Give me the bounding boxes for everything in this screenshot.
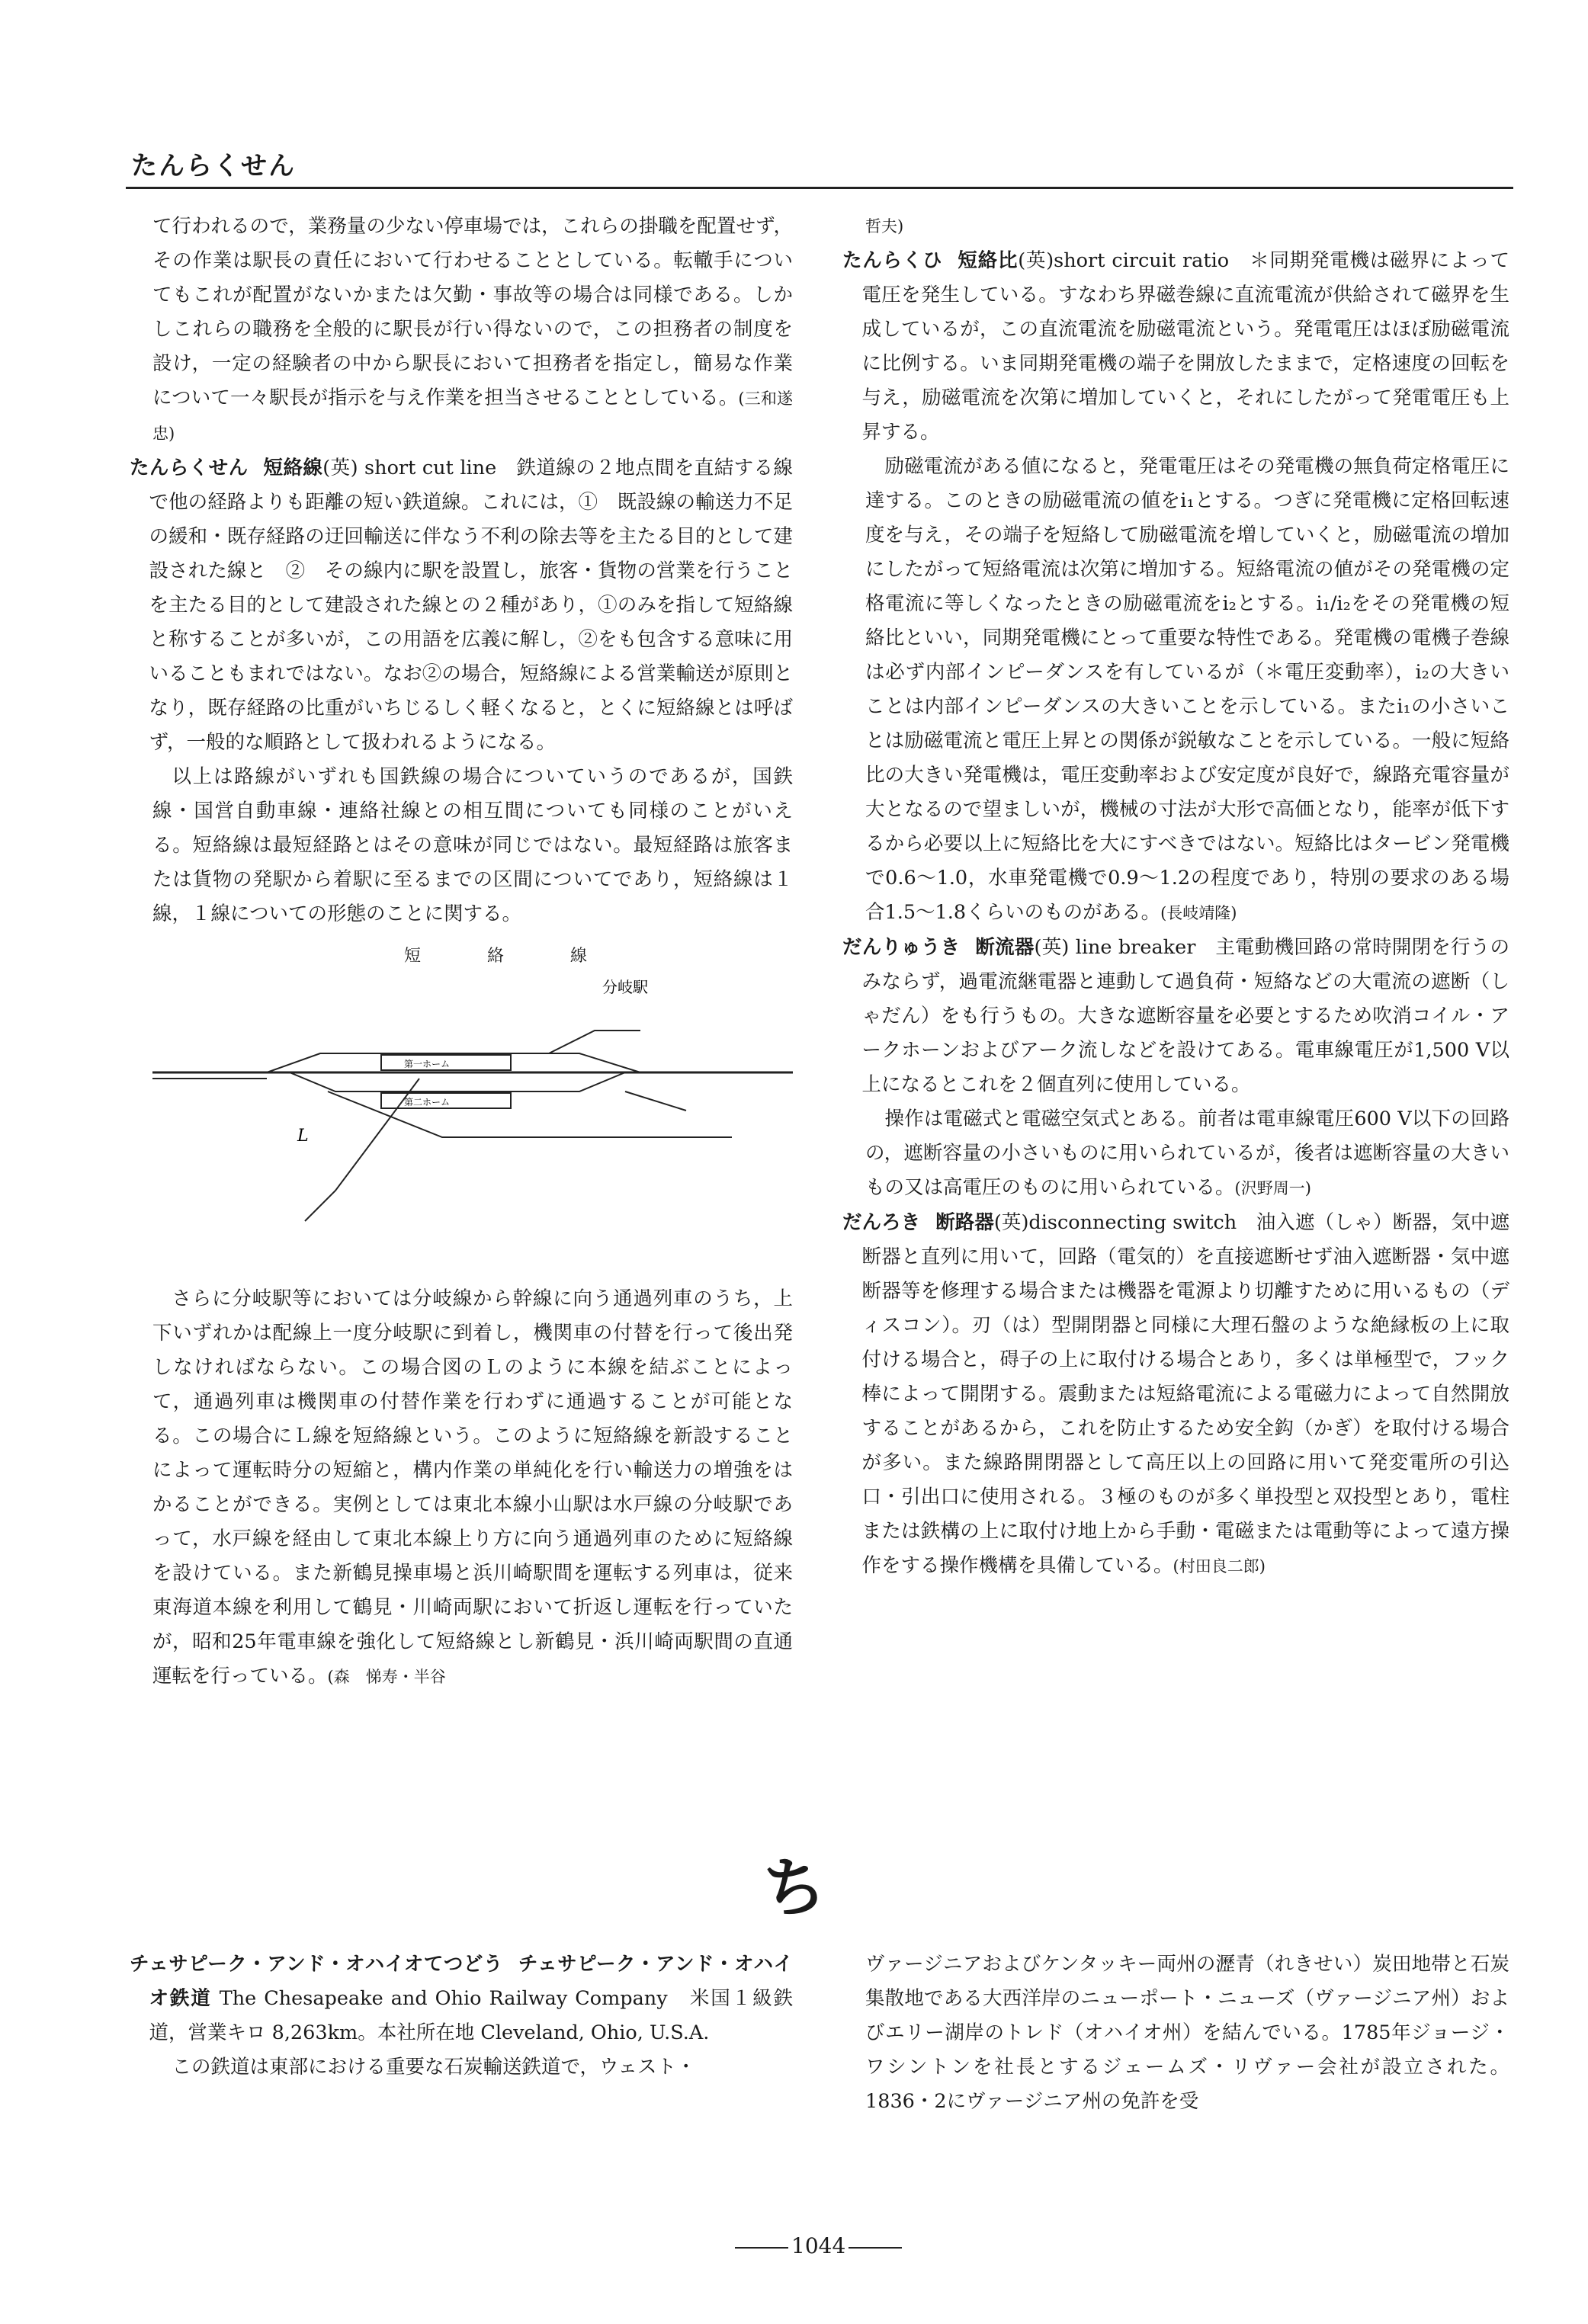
entry-term: チェサピーク・アンド・オハイオ鉄道 bbox=[149, 1953, 794, 2010]
entry-paragraph bbox=[152, 1282, 793, 1694]
entry-author: (沢野周一) bbox=[1234, 1179, 1311, 1197]
entry-author: (森 悌寿・半谷 bbox=[327, 1668, 446, 1686]
entry-disconnecting-switch bbox=[842, 1206, 1509, 1584]
entry-paragraph bbox=[865, 450, 1509, 931]
entry-author: (村田良二郎) bbox=[1173, 1557, 1266, 1576]
entry-headword: だんろき bbox=[842, 1211, 921, 1234]
continued-author: 哲夫) bbox=[865, 217, 904, 236]
entry-author: (長岐靖隆) bbox=[1160, 904, 1237, 922]
section-kana-heading: ち bbox=[762, 1851, 827, 1925]
intro-text: て行われるので，業務量の少ない停車場では，これらの掛職を配置せず，その作業は駅長の責任において行わせることとしている。転轍手についてもこれが配置がないかまたは欠勤・事故等の場合は同様である。しかしこれらの職務を全般的に駅長が行い得ないので，この担務者の制度を設け，一定の経験者の中から駅長において担務者を指定し，簡易な作業について一々駅長が指示を与え作業を担当させることとしている。 bbox=[152, 215, 793, 409]
station-label: 分岐駅 bbox=[602, 978, 648, 996]
entry-headword: たんらくひ bbox=[842, 249, 943, 272]
entry-term: 断路器 bbox=[935, 1211, 994, 1234]
track-diagram bbox=[152, 970, 869, 1267]
entry-headword: だんりゅうき bbox=[842, 936, 961, 959]
left-column bbox=[130, 210, 793, 1694]
folio-dash-right bbox=[849, 2247, 902, 2249]
entry-body: The Chesapeake and Ohio Railway Company 米国１級鉄道，営業キロ 8,263km。本社所在地 Cleveland, Ohio, U.S.A. bbox=[149, 1987, 793, 2044]
right-column bbox=[842, 210, 1509, 1584]
short-cut-line-figure bbox=[152, 939, 869, 1267]
branch-line-2 bbox=[625, 1091, 686, 1111]
entry-body: (英) short cut line 鉄道線の２地点間を直結する線で他の経路よりも距離の短い鉄道線。これには，① 既設線の輸送力不足の緩和・既存経路の迂回輸送に伴なう不利の除去等を主たる目的として建設された線と ② その線内に駅を設置し，旅客・貨物の営業を行うことを主たる目的として建設された線との２種があり，①のみを指して短絡線と称することが多いが，この用語を広義に解し，②をも包含する意味に用いることもまれではない。なお②の場合，短絡線による営業輸送が原則となり，既存経路の比重がいちじるしく軽くなると，とくに短絡線とは呼ばず，一般的な順路として扱われるようになる。 bbox=[149, 457, 793, 754]
entry-body: (英)short circuit ratio ＊同期発電機は磁界によって電圧を発生している。すなわち界磁巻線に直流電流が供給されて磁界を生成しているが，この直流電流を励磁電流という。発電電圧はほぼ励磁電流に比例する。いま同期発電機の端子を開放したままで，定格速度の回転を与え，励磁電流を次第に増加していくと，それにしたがって発電電圧も上昇する。 bbox=[861, 249, 1509, 444]
entry-body: さらに分岐駅等においては分岐線から幹線に向う通過列車のうち，上下いずれかは配線上一度分岐駅に到着し，機関車の付替を行って後出発しなければならない。この場合図のＬのように本線を結ぶことによって，通過列車は機関車の付替作業を行わずに通過することが可能となる。この場合にＬ線を短絡線という。このように短絡線を新設することによって運転時分の短縮と，構内作業の単純化を行い輸送力の増強をはかることができる。実例としては東北本線小山駅は水戸線の分岐駅であって，水戸線を経由して東北本線上り方に向う通過列車のために短絡線を設けている。また新鶴見操車場と浜川崎駅間を運転する列車は，従来東海道本線を利用して鶴見・川崎両駅において折返し運転を行っていたが，昭和25年電車線を強化して短絡線とし新鶴見・浜川崎両駅間の直通運転を行っている。 bbox=[152, 1287, 793, 1688]
entry-body: (英)disconnecting switch 油入遮（しゃ）断器，気中遮断器と直列に用いて，回路（電気的）を直接遮断せず油入遮断器・気中遮断器等を修理する場合または機器を電源より切離すために用いるもの（ディスコン）。刃（は）型開閉器と同様に大理石盤のような絶縁板の上に取付ける場合と，碍子の上に取付ける場合とあり，多くは単極型で，フック棒によって開閉する。震動または短絡電流による電磁力によって自然開放することがあるから，これを防止するため安全鈎（かぎ）を取付ける場合が多い。また線路開閉器として高圧以上の回路に用いて発変電所の引込口・引出口に使用される。３極のものが多く単投型と双投型とあり，電柱または鉄構の上に取付け地上から手動・電磁または電動等によって遠方操作をする操作機構を具備している。 bbox=[861, 1211, 1509, 1577]
bottom-left-column bbox=[130, 1947, 794, 2085]
intro-paragraph bbox=[152, 210, 793, 451]
entry-continuation: ヴァージニアおよびケンタッキー両州の瀝青（れきせい）炭田地帯と石炭集散地である大西洋岸のニューポート・ニューズ（ヴァージニア州）およびエリー湖岸のトレド（オハイオ州）を結んでいる。1785年ジョージ・ワシントンを社長とするジェームズ・リヴァー会社が設立された。1836・2にヴァージニア州の免許を受 bbox=[865, 1953, 1509, 2113]
running-head: たんらくせん bbox=[131, 151, 296, 181]
bottom-right-column bbox=[865, 1947, 1509, 2119]
intro-author: (三和遂忠) bbox=[152, 389, 793, 443]
entry-paragraph: この鉄道は東部における重要な石炭輸送鉄道で，ウェスト・ bbox=[172, 2056, 696, 2079]
entry-line-breaker bbox=[842, 931, 1509, 1102]
line-L-label: L bbox=[297, 1127, 309, 1146]
entry-paragraph: 以上は路線がいずれも国鉄線の場合についていうのであるが，国鉄線・国営自動車線・連絡社線との相互間についても同様のことがいえる。短絡線は最短経路とはその意味が同じではない。最短経路は旅客または貨物の発駅から着駅に至るまでの区間についてであり，短絡線は１線，１線についての形態のことに関する。 bbox=[152, 765, 793, 925]
entry-chesapeake bbox=[130, 1947, 793, 2050]
entry-headword: たんらくせん bbox=[130, 457, 249, 479]
entry-body: (英) line breaker 主電動機回路の常時開閉を行うのみならず，過電流継電器と連動して過負荷・短絡などの大電流の遮断（しゃだん）をも行うもの。大きな遮断容量を必要とするため吹消コイル・アークホーンおよびアーク流しなどを設けてある。電車線電圧が1,500 V以上になるとこれを２個直列に使用している。 bbox=[861, 936, 1509, 1096]
entry-short-cut-line bbox=[130, 451, 793, 760]
station-track-lower bbox=[290, 1072, 625, 1091]
entry-term: 短絡線 bbox=[263, 457, 323, 479]
entry-term: 短絡比 bbox=[958, 249, 1019, 272]
entry-headword: チェサピーク・アンド・オハイオてつどう bbox=[130, 1953, 503, 1976]
entry-paragraph bbox=[865, 1102, 1509, 1206]
figure-title: 短 絡 線 bbox=[404, 947, 618, 966]
entry-short-circuit-ratio bbox=[842, 244, 1509, 450]
header-rule bbox=[126, 187, 1513, 189]
folio-number: 1044 bbox=[791, 2233, 846, 2258]
entry-term: 断流器 bbox=[975, 936, 1035, 959]
platform-1-label: 第一ホーム bbox=[404, 1059, 451, 1069]
page-number bbox=[732, 2233, 905, 2258]
platform-2-label: 第二ホーム bbox=[404, 1097, 451, 1108]
folio-dash-left bbox=[735, 2247, 788, 2249]
entry-body: 操作は電磁式と電磁空気式とある。前者は電車線電圧600 V以下の回路の，遮断容量の小さいものに用いられているが，後者は遮断容量の大きいもの又は高電圧のものに用いられている。 bbox=[865, 1108, 1509, 1199]
entry-body: 励磁電流がある値になると，発電電圧はその発電機の無負荷定格電圧に達する。このときの励磁電流の値をi₁とする。つぎに発電機に定格回転速度を与え，その端子を短絡して励磁電流を増していくと，励磁電流の増加にしたがって短絡電流は次第に増加する。短絡電流の値がその発電機の定格電流に等しくなったときの励磁電流をi₂とする。i₁/i₂をその発電機の短絡比といい，同期発電機にとって重要な特性である。発電機の電機子巻線は必ず内部インピーダンスを有しているが（＊電圧変動率），i₂の大きいことは内部インピーダンスの大きいことを示している。またi₁の小さいことは励磁電流と電圧上昇との関係が鋭敏なことを示している。一般に短絡比の大きい発電機は，電圧変動率および安定度が良好で，線路充電容量が大となるので望ましいが，機械の寸法が大形で高価となり，能率が低下するから必要以上に短絡比を大にすべきではない。短絡比はタービン発電機で0.6～1.0，水車発電機で0.9～1.2の程度であり，特別の要求のある場合1.5～1.8くらいのものがある。 bbox=[865, 455, 1509, 924]
siding bbox=[549, 1031, 640, 1053]
